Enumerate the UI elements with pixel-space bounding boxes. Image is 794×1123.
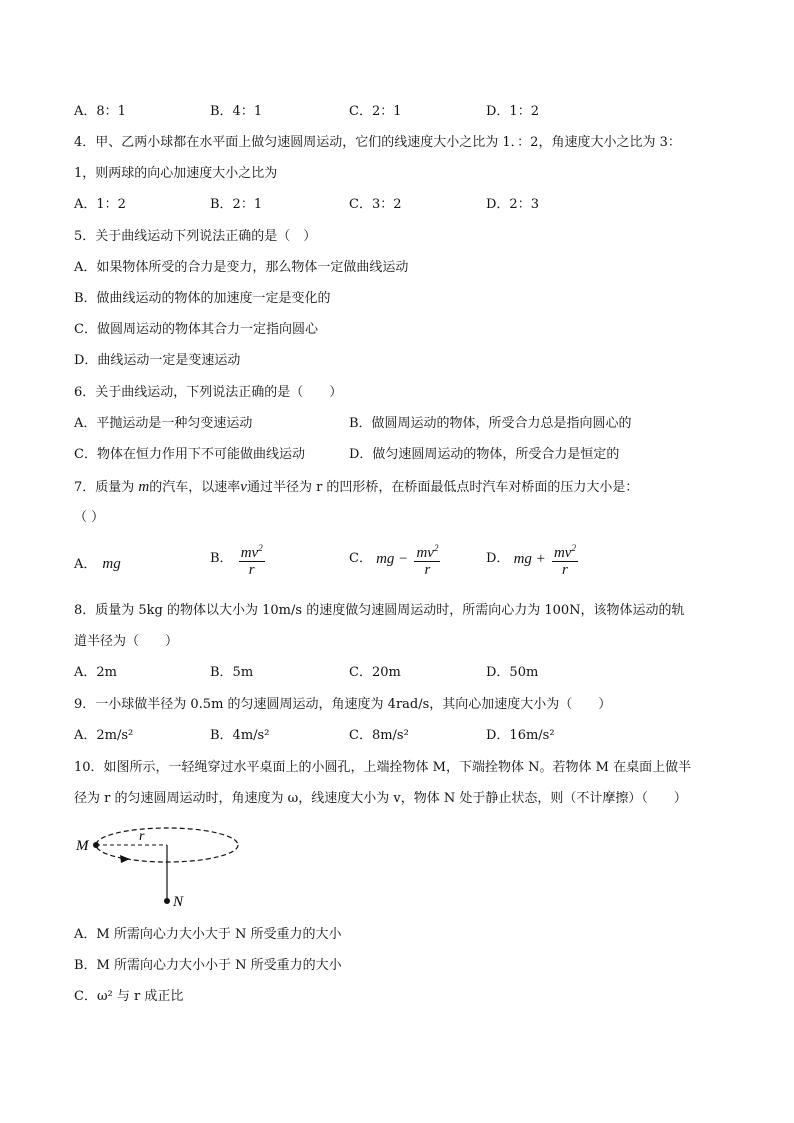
q7-stem-part1: 7．质量为: [74, 480, 139, 495]
q7-option-a-expr: mg: [102, 556, 121, 572]
fraction-exponent: 2: [258, 543, 263, 553]
rotation-arrow-icon: [120, 855, 130, 863]
fraction-exponent: 2: [433, 543, 439, 553]
q10-figure: [70, 820, 250, 915]
q3-option-b: B．4：1: [210, 104, 263, 119]
q7-stem-part3: 通过半径为 r 的凹形桥，在桥面最低点时汽车对桥面的压力大小是：: [246, 480, 639, 495]
q6-stem: 6．关于曲线运动，下列说法正确的是（ ）: [74, 385, 343, 400]
q10-option-b: B．M 所需向心力大小小于 N 所受重力的大小: [74, 958, 342, 973]
q10-stem-line2: 径为 r 的匀速圆周运动时，角速度为 ω，线速度大小为 v，物体 N 处于静止状态，则（不计摩擦）（ ）: [74, 791, 687, 806]
q9-stem: 9．一小球做半径为 0.5m 的匀速圆周运动，角速度为 4rad/s，其向心加速度大小为（ ）: [74, 697, 612, 712]
q8-option-c: C．20m: [349, 665, 401, 680]
q7-option-a-label: A．: [74, 557, 97, 572]
q4-option-d: D．2：3: [486, 197, 539, 212]
q6-option-a: A．平抛运动是一种匀变速运动: [74, 416, 253, 431]
q7-stem-line1: [74, 479, 638, 496]
q7-option-c: [349, 540, 442, 578]
q4-stem-line2: 1，则两球的向心加速度大小之比为: [74, 166, 278, 181]
q3-option-c: C．2：1: [349, 104, 402, 119]
q7-option-c-fraction: [414, 540, 440, 578]
q7-option-d-label: D．: [486, 551, 510, 566]
q7-option-d: [486, 540, 580, 578]
q10-option-a: A．M 所需向心力大小大于 N 所受重力的大小: [74, 927, 342, 942]
fraction-numerator: mv: [240, 545, 259, 561]
label-n: N: [173, 894, 184, 910]
q4-stem-line1: 4．甲、乙两小球都在水平面上做匀速圆周运动，它们的线速度大小之比为 1．：2，角速度大小之比为 3：: [74, 135, 681, 150]
q7-option-d-prefix: mg +: [513, 551, 546, 567]
mass-m-dot: [93, 842, 99, 848]
q7-stem-line2: （ ）: [74, 510, 105, 525]
q10-option-c: C．ω² 与 r 成正比: [74, 989, 184, 1004]
fraction-exponent: 2: [571, 543, 576, 553]
q7-option-d-fraction: [552, 540, 578, 578]
q4-option-c: C．3：2: [349, 197, 402, 212]
fraction-denominator: r: [562, 562, 568, 578]
q7-option-c-label: C．: [349, 551, 372, 566]
q8-option-d: D．50m: [486, 665, 539, 680]
q7-option-c-prefix: mg −: [376, 551, 409, 567]
fraction-numerator: mv: [553, 545, 572, 561]
q6-option-b: B．做圆周运动的物体，所受合力总是指向圆心的: [349, 416, 632, 431]
fraction-numerator: mv: [416, 545, 434, 561]
q6-option-d: D．做匀速圆周运动的物体，所受合力是恒定的: [349, 447, 620, 462]
q8-stem-line2: 道半径为（ ）: [74, 634, 179, 649]
q5-option-a: A．如果物体所受的合力是变力，那么物体一定做曲线运动: [74, 260, 409, 275]
q7-option-b: [210, 540, 267, 578]
q7-var-v: v: [240, 479, 247, 495]
q9-option-c: C．8m/s²: [349, 728, 409, 743]
q7-var-m: m: [138, 479, 150, 495]
fraction-denominator: r: [424, 562, 431, 578]
mass-n-dot: [164, 898, 170, 904]
label-r: r: [139, 829, 145, 844]
q4-option-a: A．1：2: [74, 197, 126, 212]
fraction-denominator: r: [248, 562, 255, 578]
q7-option-b-label: B．: [210, 551, 233, 566]
q7-option-a: [74, 556, 121, 573]
q3-option-d: D．1：2: [486, 104, 539, 119]
q8-option-a: A．2m: [74, 665, 117, 680]
q4-option-b: B．2：1: [210, 197, 263, 212]
q9-option-d: D．16m/s²: [486, 728, 555, 743]
q5-option-d: D．曲线运动一定是变速运动: [74, 353, 241, 368]
q8-stem-line1: 8．质量为 5kg 的物体以大小为 10m/s 的速度做匀速圆周运动时，所需向心力为 100N，该物体运动的轨: [74, 603, 685, 618]
q7-stem-part2: 的汽车，以速率: [149, 480, 241, 495]
q5-stem: 5．关于曲线运动下列说法正确的是（ ）: [74, 229, 317, 244]
q9-option-a: A．2m/s²: [74, 728, 134, 743]
label-m: M: [76, 838, 89, 854]
q7-option-b-fraction: [239, 540, 265, 578]
q3-option-a: A．8：1: [74, 104, 126, 119]
q6-option-c: C．物体在恒力作用下不可能做曲线运动: [74, 447, 305, 462]
q8-option-b: B．5m: [210, 665, 254, 680]
q10-stem-line1: 10．如图所示，一轻绳穿过水平桌面上的小圆孔，上端拴物体 M，下端拴物体 N。若物体 M 在桌面上做半: [74, 760, 692, 775]
q5-option-b: B．做曲线运动的物体的加速度一定是变化的: [74, 291, 331, 306]
q9-option-b: B．4m/s²: [210, 728, 270, 743]
q5-option-c: C．做圆周运动的物体其合力一定指向圆心: [74, 322, 318, 337]
